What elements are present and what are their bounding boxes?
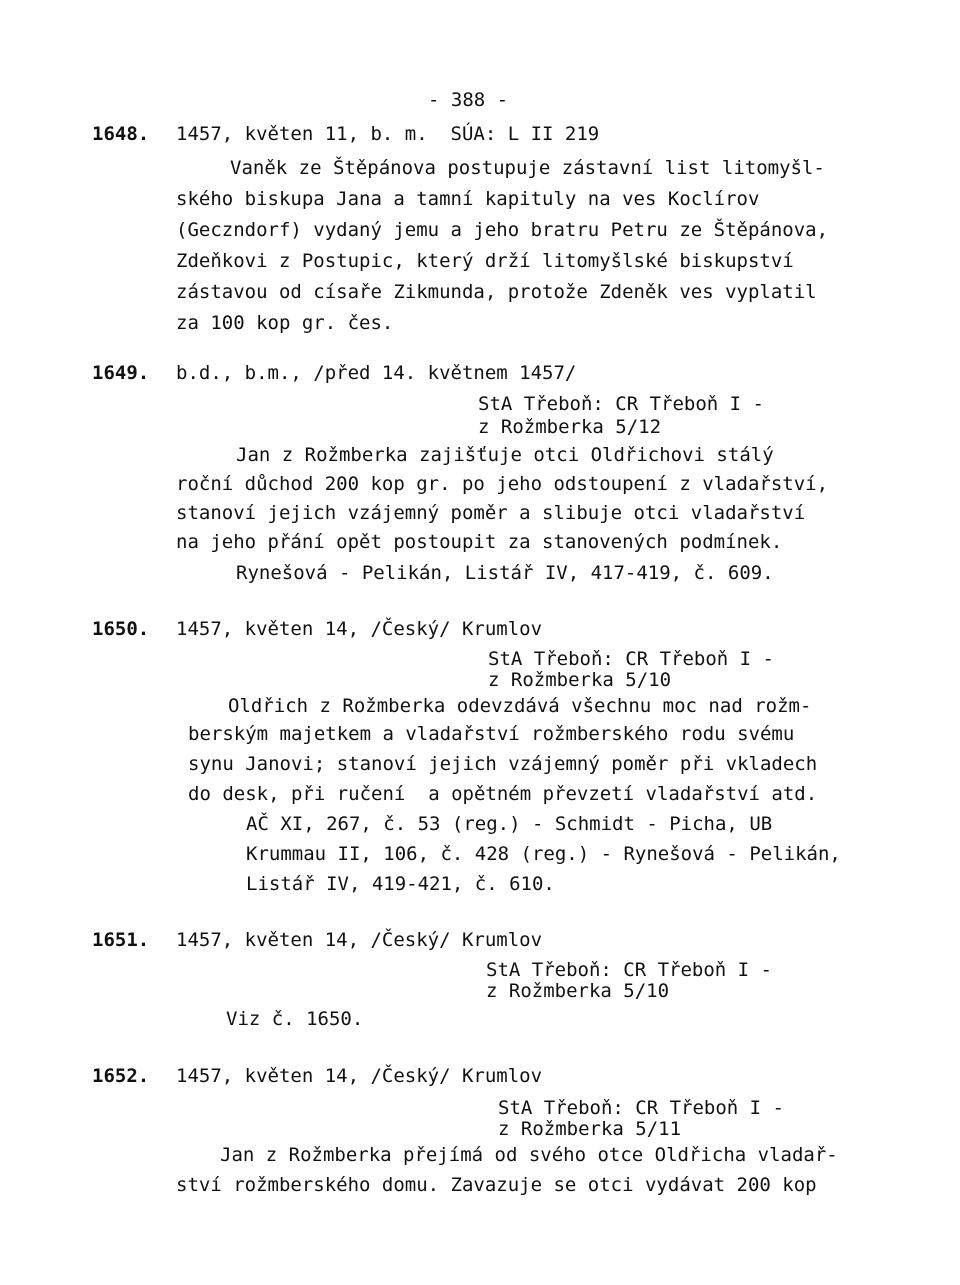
entry-body-line: ství rožmberského domu. Zavazuje se otci vydávat 200 kop <box>176 1174 817 1196</box>
entry-body-line: za 100 kop gr. čes. <box>176 312 394 334</box>
entry-reference: Listář IV, 419-421, č. 610. <box>246 873 555 895</box>
entry-body-line: synu Janovi; stanoví jejich vzájemný poměr při vkladech <box>188 753 818 775</box>
entry-number: 1652. <box>92 1065 150 1087</box>
archive-signature: z Rožmberka 5/10 <box>488 669 672 691</box>
entry-body-line: (Geczndorf) vydaný jemu a jeho bratru Petru ze Štěpánova, <box>176 219 829 241</box>
entry-header: 1457, květen 14, /Český/ Krumlov <box>176 618 543 640</box>
archive-signature: z Rožmberka 5/11 <box>498 1118 682 1140</box>
entry-header: 1457, květen 14, /Český/ Krumlov <box>176 1065 543 1087</box>
entry-header: 1457, květen 11, b. m. SÚA: L II 219 <box>176 123 600 145</box>
archive-signature: StA Třeboň: CR Třeboň I - <box>486 959 772 981</box>
entry-number: 1649. <box>92 362 150 384</box>
entry-header: 1457, květen 14, /Český/ Krumlov <box>176 929 543 951</box>
entry-body-line: zástavou od císaře Zikmunda, protože Zdeněk ves vyplatil <box>176 281 817 303</box>
archive-signature: z Rožmberka 5/10 <box>486 980 670 1002</box>
entry-body-line: berským majetkem a vladařství rožmberského rodu svému <box>188 723 795 745</box>
archive-signature: StA Třeboň: CR Třeboň I - <box>498 1097 784 1119</box>
entry-number: 1648. <box>92 123 150 145</box>
entry-body-line: roční důchod 200 kop gr. po jeho odstoupení z vladařství, <box>176 473 829 495</box>
entry-body-line: Vaněk ze Štěpánova postupuje zástavní list litomyšl- <box>230 157 825 179</box>
archive-signature: StA Třeboň: CR Třeboň I - <box>478 393 764 415</box>
entry-body-line: Zdeňkovi z Postupic, který drží litomyšlské biskupství <box>176 250 794 272</box>
archive-signature: StA Třeboň: CR Třeboň I - <box>488 648 774 670</box>
entry-reference: Rynešová - Pelikán, Listář IV, 417-419, č. 609. <box>236 562 774 584</box>
entry-number: 1651. <box>92 929 150 951</box>
entry-body-line: Jan z Rožmberka zajišťuje otci Oldřichovi stálý <box>236 444 774 466</box>
entry-body-line: Viz č. 1650. <box>226 1008 364 1030</box>
entry-header: b.d., b.m., /před 14. květnem 1457/ <box>176 362 577 384</box>
entry-body-line: Oldřich z Rožmberka odevzdává všechnu moc nad rožm- <box>228 695 812 717</box>
entry-body-line: stanoví jejich vzájemný poměr a slibuje otci vladařství <box>176 502 806 524</box>
entry-body-line: na jeho přání opět postoupit za stanovených podmínek. <box>176 531 783 553</box>
entry-reference: AČ XI, 267, č. 53 (reg.) - Schmidt - Picha, UB <box>246 813 773 835</box>
entry-reference: Krummau II, 106, č. 428 (reg.) - Rynešová - Pelikán, <box>246 843 841 865</box>
archive-signature: z Rožmberka 5/12 <box>478 416 662 438</box>
entry-body-line: Jan z Rožmberka přejímá od svého otce Oldřicha vladař- <box>220 1144 838 1166</box>
entry-number: 1650. <box>92 618 150 640</box>
page-number: - 388 - <box>428 89 509 111</box>
entry-body-line: do desk, při ručení a opětném převzetí vladařství atd. <box>188 783 818 805</box>
entry-body-line: ského biskupa Jana a tamní kapituly na ves Koclírov <box>176 188 760 210</box>
